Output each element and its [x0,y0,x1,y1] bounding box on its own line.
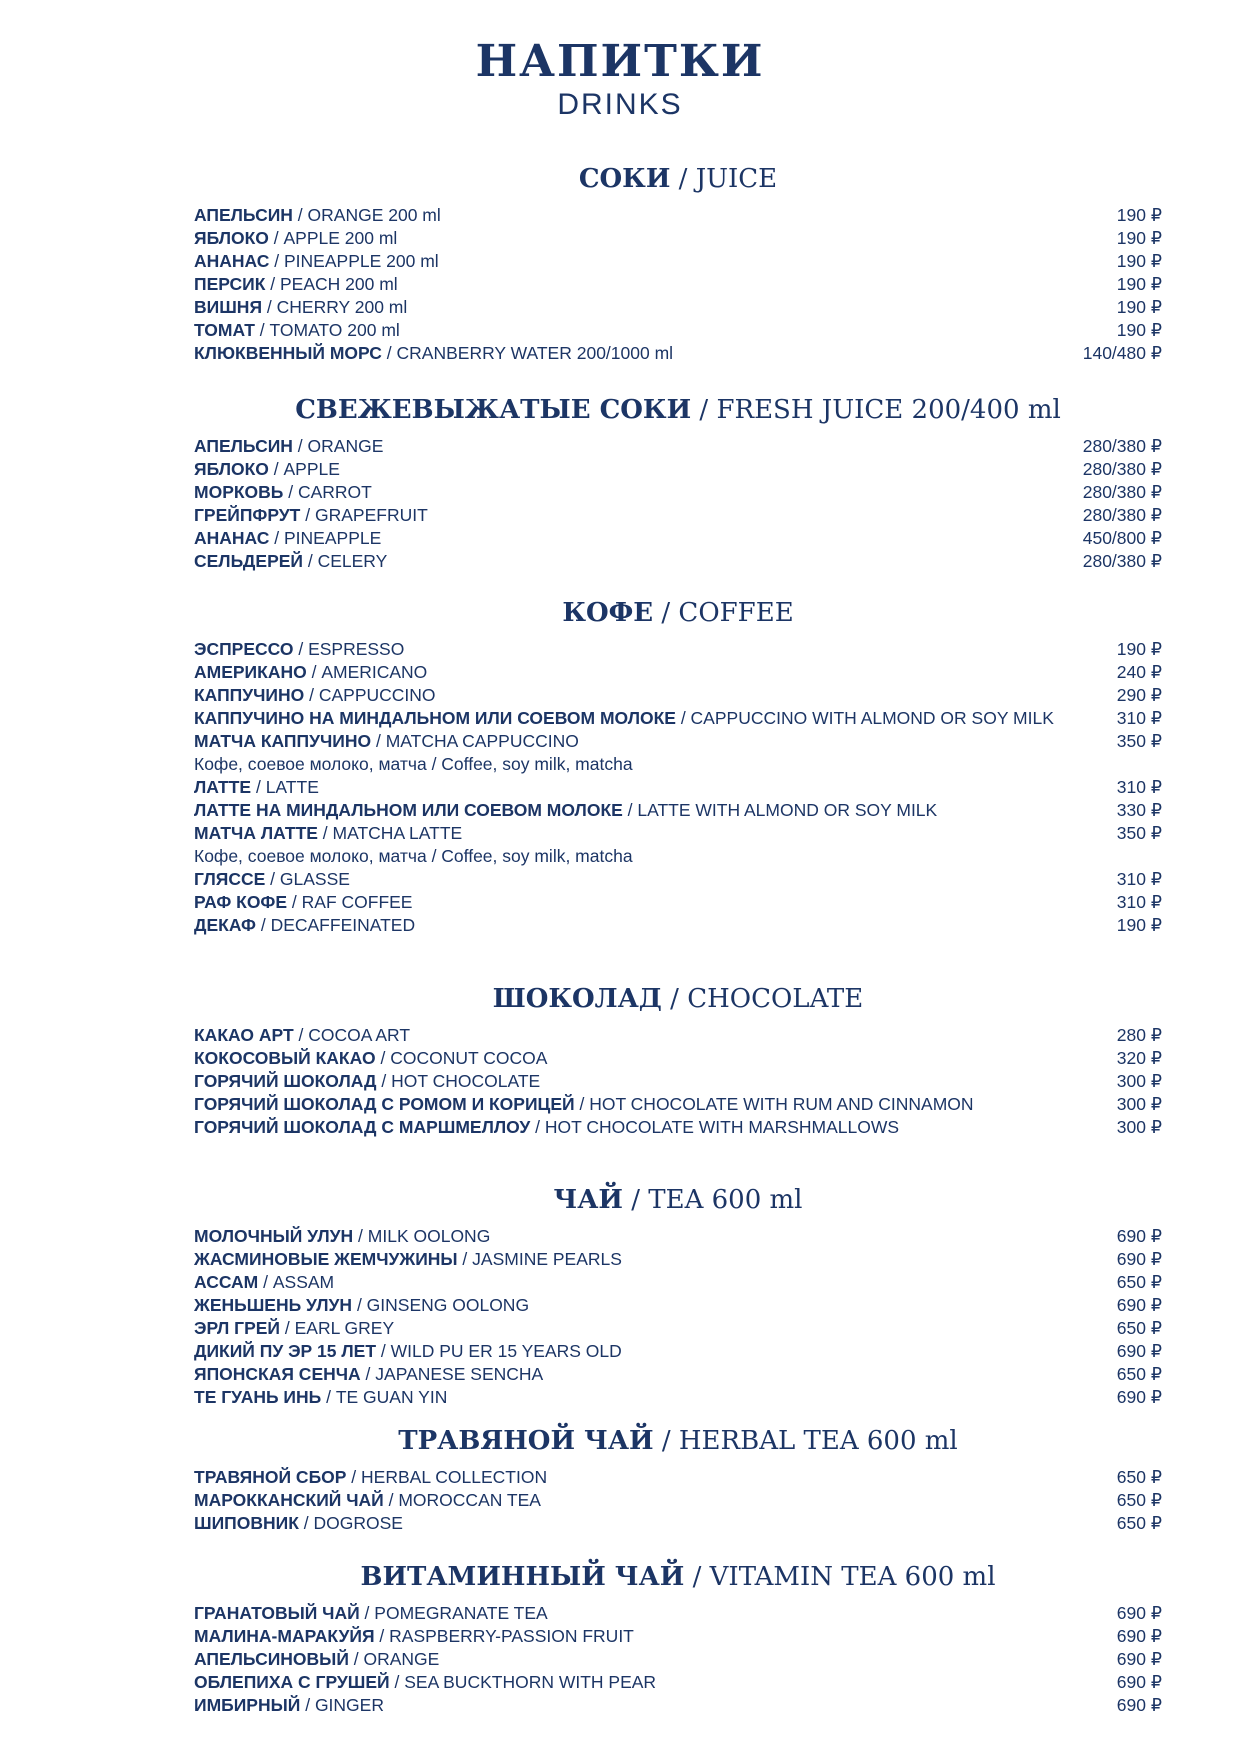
menu-item-name: РАФ КОФЕ / RAF COFFEE [194,892,413,912]
item-list [194,1225,1162,1409]
section-heading: ШОКОЛАД / CHOCOLATE [492,984,864,1014]
menu-item-description-en: Coffee, soy milk, matcha [441,754,633,774]
menu-item-name: ГРЕЙПФРУТ / GRAPEFRUIT [194,505,428,525]
menu-item-price: 350 ₽ [1116,731,1162,751]
menu-section [194,1183,1162,1409]
menu-item [194,435,1162,458]
menu-item-price: 650 ₽ [1116,1467,1162,1487]
menu-item-name-en: CARROT [297,482,372,502]
menu-item-name: ЛАТТЕ / LATTE [194,777,319,797]
menu-item-name: ЛАТТЕ НА МИНДАЛЬНОМ ИЛИ СОЕВОМ МОЛОКЕ / LATTE WITH ALMOND OR SOY MILK [194,800,938,820]
menu-item-name-ru: МАРОККАНСКИЙ ЧАЙ [194,1490,384,1510]
menu-item-description: Кофе, соевое молоко, матча / Coffee, soy milk, matcha [194,846,633,866]
section-heading: КОФЕ / COFFEE [562,598,794,628]
menu-item-name: ТОМАТ / TOMATO 200 ml [194,320,400,340]
menu-item-name-en: EARL GREY [294,1318,395,1338]
menu-item [194,227,1162,250]
menu-item-name-en: LATTE [265,777,319,797]
menu-item-name-en: ORANGE 200 ml [307,205,441,225]
menu-item [194,1024,1162,1047]
menu-item-name-en: WILD PU ER 15 YEARS OLD [390,1341,622,1361]
menu-item-name-en: MATCHA LATTE [332,823,463,843]
menu-section [194,982,1162,1139]
page-title-ru: НАПИТКИ [475,36,765,87]
menu-item-price: 280/380 ₽ [1082,459,1162,479]
menu-item-name-ru: КОКОСОВЫЙ КАКАО [194,1048,376,1068]
menu-item-price: 280/380 ₽ [1082,482,1162,502]
page-title-en: DRINKS [557,88,683,121]
menu-item-name-en: PEACH 200 ml [279,274,398,294]
menu-item-name: ЯПОНСКАЯ СЕНЧА / JAPANESE SENCHA [194,1364,544,1384]
menu-item-name: СЕЛЬДЕРЕЙ / CELERY [194,551,388,571]
menu-item-price: 690 ₽ [1116,1672,1162,1692]
section-heading-ru: ТРАВЯНОЙ ЧАЙ [398,1426,654,1456]
section-heading: ТРАВЯНОЙ ЧАЙ / HERBAL TEA 600 ml [398,1426,958,1456]
menu-item [194,661,1162,684]
menu-item [194,1386,1162,1409]
menu-item-price: 320 ₽ [1116,1048,1162,1068]
item-list [194,435,1162,573]
menu-item-name-ru: ТЕ ГУАНЬ ИНЬ [194,1387,322,1407]
menu-item-price: 190 ₽ [1116,251,1162,271]
menu-item-price: 650 ₽ [1116,1513,1162,1533]
menu-item-name-en: ESPRESSO [308,639,405,659]
menu-item-name-ru: МАТЧА КАППУЧИНО [194,731,372,751]
menu-item-name-en: MATCHA CAPPUCCINO [385,731,579,751]
menu-item-name-ru: ЖЕНЬШЕНЬ УЛУН [194,1295,353,1315]
menu-item-name: ВИШНЯ / CHERRY 200 ml [194,297,408,317]
menu-item-name: КАППУЧИНО НА МИНДАЛЬНОМ ИЛИ СОЕВОМ МОЛОКЕ / CAPPUCCINO WITH ALMOND OR SOY MILK [194,708,1054,728]
menu-item-price: 650 ₽ [1116,1490,1162,1510]
menu-item-name-en: POMEGRANATE TEA [374,1603,548,1623]
menu-item-name-ru: АМЕРИКАНО [194,662,307,682]
menu-item [194,458,1162,481]
menu-item-price: 190 ₽ [1116,274,1162,294]
menu-item-name-ru: ГРЕЙПФРУТ [194,505,301,525]
menu-item-name: ГОРЯЧИЙ ШОКОЛАД / HOT CHOCOLATE [194,1071,541,1091]
menu-item [194,776,1162,799]
menu-item-price: 310 ₽ [1116,869,1162,889]
menu-item-price: 190 ₽ [1116,320,1162,340]
menu-item-name: ЖАСМИНОВЫЕ ЖЕМЧУЖИНЫ / JASMINE PEARLS [194,1249,622,1269]
menu-item-name-en: PINEAPPLE 200 ml [284,251,439,271]
menu-item [194,1694,1162,1717]
menu-item [194,638,1162,661]
menu-item [194,250,1162,273]
menu-item-name: ШИПОВНИК / DOGROSE [194,1513,403,1533]
menu-item-price: 350 ₽ [1116,823,1162,843]
menu-item-name-ru: ГЛЯССЕ [194,869,266,889]
section-heading-ru: КОФЕ [562,598,654,628]
menu-item-name-en: CAPPUCCINO WITH ALMOND OR SOY MILK [690,708,1054,728]
menu-item [194,1671,1162,1694]
menu-item-price: 450/800 ₽ [1082,528,1162,548]
menu-item-name: КЛЮКВЕННЫЙ МОРС / CRANBERRY WATER 200/1000 ml [194,343,674,363]
menu-item-name-ru: МАЛИНА-МАРАКУЙЯ [194,1626,375,1646]
menu-item-name: МАТЧА КАППУЧИНО / MATCHA CAPPUCCINO Кофе, соевое молоко, матча / Coffee, soy milk, matcha [194,730,1054,776]
menu-item-name-ru: ИМБИРНЫЙ [194,1695,301,1715]
menu-item-price: 690 ₽ [1116,1649,1162,1669]
menu-item-name-ru: ДЕКАФ [194,915,256,935]
menu-item-name: ЭРЛ ГРЕЙ / EARL GREY [194,1318,395,1338]
menu-item-price: 300 ₽ [1116,1117,1162,1137]
menu-item-name-ru: ПЕРСИК [194,274,266,294]
section-heading-en: JUICE [695,164,778,194]
menu-item-name: ТРАВЯНОЙ СБОР / HERBAL COLLECTION [194,1467,548,1487]
menu-item-price: 190 ₽ [1116,297,1162,317]
menu-item-price: 190 ₽ [1116,228,1162,248]
menu-item-name-en: HOT CHOCOLATE [391,1071,541,1091]
menu-item-name-en: CRANBERRY WATER 200/1000 ml [396,343,674,363]
menu-item-name: ДЕКАФ / DECAFFEINATED [194,915,416,935]
menu-item-name: АМЕРИКАНО / AMERICANO [194,662,428,682]
menu-item [194,1317,1162,1340]
section-heading-en: TEA 600 ml [648,1185,803,1215]
menu-item-price: 310 ₽ [1116,892,1162,912]
menu-item-price: 280 ₽ [1116,1025,1162,1045]
section-heading-ru: ВИТАМИННЫЙ ЧАЙ [360,1562,685,1592]
menu-item-price: 300 ₽ [1116,1094,1162,1114]
menu-item [194,1363,1162,1386]
menu-item-name: ТЕ ГУАНЬ ИНЬ / TE GUAN YIN [194,1387,448,1407]
menu-item-name-ru: МОРКОВЬ [194,482,284,502]
menu-item-price: 690 ₽ [1116,1295,1162,1315]
menu-item [194,1512,1162,1535]
section-heading: СВЕЖЕВЫЖАТЫЕ СОКИ / FRESH JUICE 200/400 ml [295,395,1061,425]
menu-item-name-en: ORANGE [363,1649,440,1669]
menu-item-price: 310 ₽ [1116,777,1162,797]
menu-item-name-ru: ЛАТТЕ НА МИНДАЛЬНОМ ИЛИ СОЕВОМ МОЛОКЕ [194,800,623,820]
menu-item-name: МАРОККАНСКИЙ ЧАЙ / MOROCCAN TEA [194,1490,541,1510]
menu-item-price: 280/380 ₽ [1082,551,1162,571]
menu-item-name-en: TE GUAN YIN [335,1387,448,1407]
item-list [194,1602,1162,1717]
menu-item-name-ru: ГРАНАТОВЫЙ ЧАЙ [194,1603,360,1623]
menu-section [194,596,1162,937]
menu-item [194,204,1162,227]
menu-item-name-ru: АПЕЛЬСИН [194,436,293,456]
menu-item-name-en: GRAPEFRUIT [314,505,428,525]
menu-item-price: 280/380 ₽ [1082,436,1162,456]
menu-item-price: 690 ₽ [1116,1387,1162,1407]
menu-item-name: АССАМ / ASSAM [194,1272,335,1292]
menu-item-name-en: GLASSE [279,869,350,889]
menu-item [194,1466,1162,1489]
menu-item-price: 650 ₽ [1116,1364,1162,1384]
menu-item-name: МОРКОВЬ / CARROT [194,482,372,502]
menu-item-name-en: ORANGE [307,436,384,456]
menu-item-name-ru: СЕЛЬДЕРЕЙ [194,551,303,571]
menu-item-name: ГЛЯССЕ / GLASSE [194,869,350,889]
menu-item-price: 190 ₽ [1116,639,1162,659]
item-list [194,1024,1162,1139]
menu-item-price: 690 ₽ [1116,1249,1162,1269]
menu-item-name-en: ASSAM [272,1272,335,1292]
menu-item [194,1070,1162,1093]
menu-item-name-ru: ДИКИЙ ПУ ЭР 15 ЛЕТ [194,1341,377,1361]
menu-item-name-en: HERBAL COLLECTION [361,1467,548,1487]
menu-item-name-ru: ГОРЯЧИЙ ШОКОЛАД С РОМОМ И КОРИЦЕЙ [194,1094,575,1114]
menu-section [194,1560,1162,1717]
menu-item [194,319,1162,342]
menu-item-price: 690 ₽ [1116,1695,1162,1715]
menu-item-name-ru: АССАМ [194,1272,259,1292]
section-heading-en: COFFEE [678,598,794,628]
menu-item [194,822,1162,868]
menu-item [194,1225,1162,1248]
section-heading-ru: ЧАЙ [553,1185,623,1215]
menu-section [194,162,1162,365]
menu-item-name-en: TOMATO 200 ml [269,320,400,340]
menu-item-name-en: AMERICANO [321,662,428,682]
menu-item [194,1248,1162,1271]
menu-item-name-en: DOGROSE [313,1513,403,1533]
menu-item-name-en: RAF COFFEE [301,892,413,912]
menu-item-name-ru: КАКАО АРТ [194,1025,294,1045]
menu-item [194,504,1162,527]
menu-item-name: ГОРЯЧИЙ ШОКОЛАД С МАРШМЕЛЛОУ / HOT CHOCOLATE WITH MARSHMALLOWS [194,1117,900,1137]
menu-item-name-en: GINSENG OOLONG [366,1295,530,1315]
menu-item-name-en: HOT CHOCOLATE WITH MARSHMALLOWS [544,1117,900,1137]
menu-item-price: 650 ₽ [1116,1272,1162,1292]
menu-item-name-ru: ГОРЯЧИЙ ШОКОЛАД С МАРШМЕЛЛОУ [194,1117,531,1137]
menu-item [194,891,1162,914]
menu-item-name: МАТЧА ЛАТТЕ / MATCHA LATTE Кофе, соевое молоко, матча / Coffee, soy milk, matcha [194,822,1054,868]
menu-item-name: ГОРЯЧИЙ ШОКОЛАД С РОМОМ И КОРИЦЕЙ / HOT CHOCOLATE WITH RUM AND CINNAMON [194,1094,974,1114]
menu-item-name: ПЕРСИК / PEACH 200 ml [194,274,398,294]
menu-item-name-ru: КЛЮКВЕННЫЙ МОРС [194,343,382,363]
menu-item-name-ru: ЯПОНСКАЯ СЕНЧА [194,1364,361,1384]
section-heading: ЧАЙ / TEA 600 ml [553,1185,803,1215]
menu-item-name-ru: РАФ КОФЕ [194,892,288,912]
page-title [0,36,1240,121]
menu-item-name-ru: ЭРЛ ГРЕЙ [194,1318,281,1338]
menu-item-name-en: COCOA ART [308,1025,411,1045]
menu-item-name: АПЕЛЬСИН / ORANGE [194,436,384,456]
menu-item-name-ru: МОЛОЧНЫЙ УЛУН [194,1226,354,1246]
menu-item-name: ИМБИРНЫЙ / GINGER [194,1695,384,1715]
section-heading-ru: СОКИ [578,164,671,194]
menu-item-description-ru: Кофе, соевое молоко, матча [194,754,427,774]
item-list [194,1466,1162,1535]
menu-item-price: 190 ₽ [1116,915,1162,935]
section-heading-en: FRESH JUICE 200/400 ml [716,395,1061,425]
menu-item-name-en: JAPANESE SENCHA [375,1364,544,1384]
menu-item-price: 140/480 ₽ [1082,343,1162,363]
menu-item-price: 190 ₽ [1116,205,1162,225]
menu-item [194,527,1162,550]
menu-item-name-en: PINEAPPLE [284,528,382,548]
menu-item [194,1294,1162,1317]
menu-item-name-ru: ЭСПРЕССО [194,639,294,659]
menu-item-name-ru: ТРАВЯНОЙ СБОР [194,1467,347,1487]
menu-item-name-en: MOROCCAN TEA [398,1490,541,1510]
menu-item-name-ru: МАТЧА ЛАТТЕ [194,823,318,843]
menu-item-price: 650 ₽ [1116,1318,1162,1338]
menu-item-name: МОЛОЧНЫЙ УЛУН / MILK OOLONG [194,1226,491,1246]
menu-item [194,799,1162,822]
menu-section [194,1424,1162,1535]
menu-item-name: ЯБЛОКО / APPLE 200 ml [194,228,398,248]
menu-item-name-en: LATTE WITH ALMOND OR SOY MILK [637,800,938,820]
menu-item-price: 240 ₽ [1116,662,1162,682]
menu-item-name: АПЕЛЬСИНОВЫЙ / ORANGE [194,1649,440,1669]
menu-item-name: ОБЛЕПИХА С ГРУШЕЙ / SEA BUCKTHORN WITH PEAR [194,1672,657,1692]
menu-item-name-ru: ЛАТТЕ [194,777,252,797]
menu-section [194,393,1162,573]
menu-item-name: КАКАО АРТ / COCOA ART [194,1025,411,1045]
menu-item-name-ru: АПЕЛЬСИНОВЫЙ [194,1649,349,1669]
menu-item [194,1340,1162,1363]
section-heading-en: CHOCOLATE [687,984,864,1014]
menu-item-name-ru: КАППУЧИНО [194,685,305,705]
menu-item [194,730,1162,776]
menu-item-name-ru: ТОМАТ [194,320,255,340]
menu-item-name-en: COCONUT COCOA [390,1048,548,1068]
menu-item-name: КОКОСОВЫЙ КАКАО / COCONUT COCOA [194,1048,548,1068]
menu-item-name: ЯБЛОКО / APPLE [194,459,340,479]
menu-item-name-en: HOT CHOCOLATE WITH RUM AND CINNAMON [589,1094,974,1114]
menu-item [194,1489,1162,1512]
menu-item-name: ДИКИЙ ПУ ЭР 15 ЛЕТ / WILD PU ER 15 YEARS OLD [194,1341,622,1361]
menu-item-name-en: CHERRY 200 ml [276,297,408,317]
menu-item-price: 690 ₽ [1116,1626,1162,1646]
menu-item-description-ru: Кофе, соевое молоко, матча [194,846,427,866]
menu-item [194,707,1162,730]
menu-item [194,868,1162,891]
menu-item-name: ЖЕНЬШЕНЬ УЛУН / GINSENG OOLONG [194,1295,530,1315]
menu-item-price: 300 ₽ [1116,1071,1162,1091]
menu-item [194,1625,1162,1648]
menu-item-name-ru: АНАНАС [194,251,270,271]
menu-item-name-en: CAPPUCCINO [318,685,436,705]
menu-item-price: 690 ₽ [1116,1341,1162,1361]
menu-item [194,1271,1162,1294]
menu-item-price: 690 ₽ [1116,1226,1162,1246]
menu-item-price: 690 ₽ [1116,1603,1162,1623]
menu-item [194,1116,1162,1139]
menu-item [194,684,1162,707]
menu-item-name: АНАНАС / PINEAPPLE 200 ml [194,251,439,271]
menu-item-name-ru: АНАНАС [194,528,270,548]
section-heading-en: HERBAL TEA 600 ml [678,1426,958,1456]
item-list [194,638,1162,937]
menu-item-name-ru: ГОРЯЧИЙ ШОКОЛАД [194,1071,377,1091]
menu-item-name-en: DECAFFEINATED [270,915,416,935]
menu-item-name: АПЕЛЬСИН / ORANGE 200 ml [194,205,441,225]
menu-item-name: КАППУЧИНО / CAPPUCCINO [194,685,436,705]
menu-item-name-ru: ВИШНЯ [194,297,263,317]
menu-item [194,914,1162,937]
menu-item-name-ru: АПЕЛЬСИН [194,205,293,225]
menu-item-description: Кофе, соевое молоко, матча / Coffee, soy milk, matcha [194,754,633,774]
menu-item [194,1648,1162,1671]
section-heading-ru: СВЕЖЕВЫЖАТЫЕ СОКИ [295,395,692,425]
section-heading-ru: ШОКОЛАД [492,984,662,1014]
menu-item [194,1093,1162,1116]
menu-item-name: МАЛИНА-МАРАКУЙЯ / RASPBERRY-PASSION FRUIT [194,1626,634,1646]
menu-item-description-en: Coffee, soy milk, matcha [441,846,633,866]
menu-item-name-en: GINGER [314,1695,384,1715]
section-heading: СОКИ / JUICE [578,164,778,194]
menu-item-name-ru: ШИПОВНИК [194,1513,299,1533]
menu-item-name-en: CELERY [317,551,388,571]
menu-item-name: ГРАНАТОВЫЙ ЧАЙ / POMEGRANATE TEA [194,1603,548,1623]
menu-item-name-ru: ЯБЛОКО [194,459,269,479]
menu-item-name-en: JASMINE PEARLS [472,1249,622,1269]
menu-item-price: 280/380 ₽ [1082,505,1162,525]
menu-item-name-en: APPLE 200 ml [283,228,398,248]
menu-item [194,296,1162,319]
menu-item-name-en: RASPBERRY-PASSION FRUIT [389,1626,634,1646]
menu-item [194,273,1162,296]
menu-item-name: ЭСПРЕССО / ESPRESSO [194,639,405,659]
menu-item [194,342,1162,365]
menu-item [194,481,1162,504]
menu-item-price: 290 ₽ [1116,685,1162,705]
menu-item-name-ru: ОБЛЕПИХА С ГРУШЕЙ [194,1672,390,1692]
menu-item-name-en: APPLE [283,459,340,479]
menu-item [194,1047,1162,1070]
menu-item [194,1602,1162,1625]
menu-item-name-en: MILK OOLONG [367,1226,491,1246]
menu-item-name-ru: КАППУЧИНО НА МИНДАЛЬНОМ ИЛИ СОЕВОМ МОЛОКЕ [194,708,676,728]
menu-item-name: АНАНАС / PINEAPPLE [194,528,382,548]
menu-item-price: 310 ₽ [1116,708,1162,728]
menu-item [194,550,1162,573]
menu-item-name-ru: ЯБЛОКО [194,228,269,248]
item-list [194,204,1162,365]
section-heading: ВИТАМИННЫЙ ЧАЙ / VITAMIN TEA 600 ml [360,1562,996,1592]
menu-item-price: 330 ₽ [1116,800,1162,820]
menu-item-name-ru: ЖАСМИНОВЫЕ ЖЕМЧУЖИНЫ [194,1249,458,1269]
section-heading-en: VITAMIN TEA 600 ml [709,1562,996,1592]
menu-item-name-en: SEA BUCKTHORN WITH PEAR [404,1672,657,1692]
